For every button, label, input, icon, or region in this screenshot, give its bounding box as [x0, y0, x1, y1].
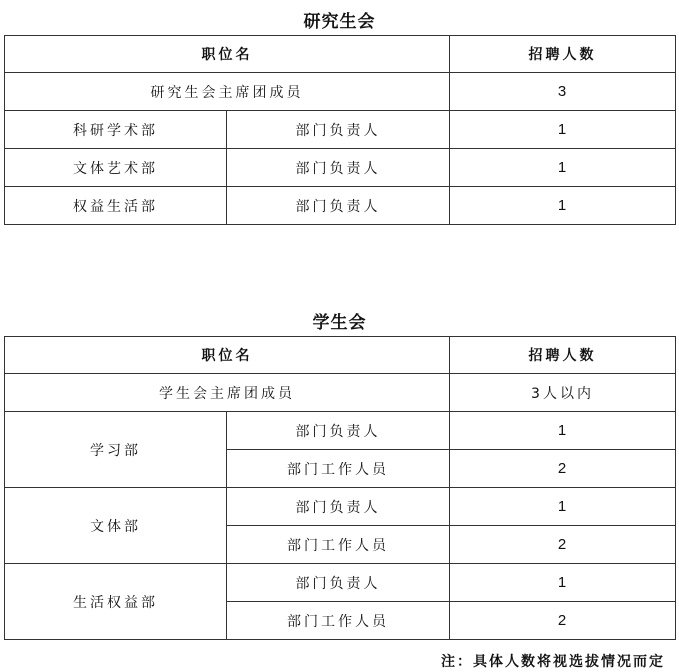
table-row	[5, 149, 676, 187]
department-name: 学习部	[5, 412, 227, 488]
department-count: 1	[450, 564, 676, 602]
department-count: 1	[450, 412, 676, 450]
department-name: 文体艺术部	[5, 149, 227, 187]
department-role: 部门负责人	[227, 564, 450, 602]
presidium-label: 研究生会主席团成员	[5, 73, 450, 111]
table-row	[5, 187, 676, 225]
department-name: 科研学术部	[5, 111, 227, 149]
table-row	[5, 412, 676, 450]
department-role: 部门负责人	[227, 412, 450, 450]
table-row	[5, 564, 676, 602]
footnote: 注：具体人数将视选拔情况而定	[441, 654, 665, 670]
student-title: 学生会	[312, 313, 367, 333]
table-row	[5, 73, 676, 111]
department-role: 部门工作人员	[227, 450, 450, 488]
department-role: 部门负责人	[227, 187, 450, 225]
department-role: 部门工作人员	[227, 602, 450, 640]
header-position: 职位名	[5, 337, 450, 374]
department-count: 1	[450, 111, 676, 149]
department-count: 1	[450, 187, 676, 225]
graduate-table	[4, 35, 676, 225]
department-count: 2	[450, 526, 676, 564]
presidium-count: 3	[450, 73, 676, 111]
presidium-count: 3人以内	[450, 374, 676, 412]
department-name: 生活权益部	[5, 564, 227, 640]
department-count: 1	[450, 149, 676, 187]
table-row	[5, 374, 676, 412]
header-count: 招聘人数	[450, 36, 676, 73]
department-count: 2	[450, 602, 676, 640]
table-row	[5, 111, 676, 149]
department-role: 部门负责人	[227, 111, 450, 149]
department-count: 2	[450, 450, 676, 488]
graduate-title: 研究生会	[303, 12, 376, 32]
department-role: 部门负责人	[227, 488, 450, 526]
department-role: 部门负责人	[227, 149, 450, 187]
department-name: 文体部	[5, 488, 227, 564]
department-role: 部门工作人员	[227, 526, 450, 564]
table-header-row	[5, 337, 676, 374]
table-row	[5, 488, 676, 526]
header-count: 招聘人数	[450, 337, 676, 374]
table-header-row	[5, 36, 676, 73]
department-count: 1	[450, 488, 676, 526]
header-position: 职位名	[5, 36, 450, 73]
department-name: 权益生活部	[5, 187, 227, 225]
student-table	[4, 336, 676, 640]
presidium-label: 学生会主席团成员	[5, 374, 450, 412]
